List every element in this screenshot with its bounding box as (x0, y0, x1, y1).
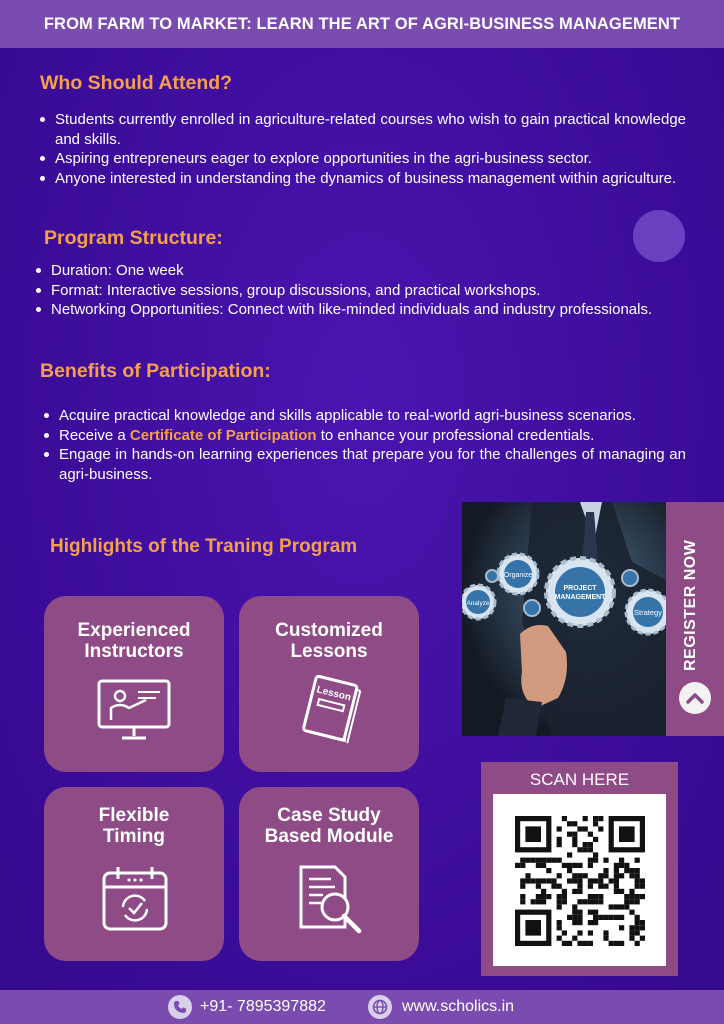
website-link[interactable]: www.scholics.in (402, 998, 515, 1015)
instructor-icon (96, 678, 172, 744)
who-list (38, 110, 686, 188)
who-heading: Who Should Attend? (40, 72, 233, 94)
svg-text:MANAGEMENT: MANAGEMENT (554, 594, 606, 601)
list-item: Anyone interested in understanding the dynamics of business management within agriculture. (38, 169, 686, 189)
scan-label: SCAN HERE (529, 770, 630, 789)
benefit-text-pre: Receive a (59, 426, 130, 444)
benefits-list (42, 406, 686, 484)
benefits-heading: Benefits of Participation: (40, 360, 271, 382)
register-now-button[interactable] (666, 502, 724, 736)
list-item: Format: Interactive sessions, group discussions, and practical workshops. (34, 281, 686, 301)
register-label: REGISTER NOW (682, 539, 699, 671)
svg-text:Analyze: Analyze (466, 600, 490, 607)
globe-icon (368, 995, 392, 1019)
phone-number[interactable]: +91- 7895397882 (200, 998, 326, 1015)
card-title: Flexible Timing (98, 805, 170, 847)
card-customized-lessons (239, 596, 419, 772)
svg-text:Organize: Organize (503, 572, 533, 579)
gear-analyze (462, 585, 495, 619)
gear-organize (498, 554, 538, 594)
card-flexible-timing (44, 787, 224, 961)
highlights-heading: Highlights of the Traning Program (50, 536, 358, 557)
card-title: Customized Lessons (275, 620, 383, 662)
card-title: Experienced Instructors (77, 620, 191, 662)
page-title: FROM FARM TO MARKET: LEARN THE ART OF AGRI-BUSINESS MANAGEMENT (43, 14, 681, 33)
list-item: Aspiring entrepreneurs eager to explore opportunities in the agri-business sector. (38, 149, 686, 169)
program-list (34, 261, 686, 320)
benefit-text-post: to enhance your professional credentials. (316, 426, 595, 444)
list-item: Students currently enrolled in agriculture-related courses who wish to gain practical knowledge and skills. (38, 110, 686, 149)
gear-strategy (626, 590, 670, 634)
business-photo (462, 502, 670, 736)
phone-icon (168, 995, 192, 1019)
list-item: Networking Opportunities: Connect with like-minded individuals and industry professionals. (34, 300, 686, 320)
certificate-highlight: Certificate of Participation (129, 426, 317, 444)
lesson-label: Lesson (315, 684, 353, 704)
decorative-circle (633, 210, 685, 262)
scan-panel (481, 762, 678, 976)
calendar-clock-icon (100, 863, 170, 933)
card-experienced-instructors (44, 596, 224, 772)
svg-text:Strategy: Strategy (634, 608, 662, 617)
header-bar (0, 0, 724, 48)
svg-text:PROJECT: PROJECT (563, 585, 597, 592)
card-title: Case Study Based Module (264, 805, 394, 847)
qr-code-icon[interactable] (493, 794, 666, 966)
gear-project-management (546, 558, 614, 626)
chevron-up-icon[interactable] (679, 682, 711, 714)
list-item: Engage in hands-on learning experiences that prepare you for the challenges of managing an agri-business. (42, 445, 686, 484)
program-heading: Program Structure: (44, 227, 223, 249)
footer-bar (0, 990, 724, 1024)
list-item: Duration: One week (34, 261, 686, 281)
card-case-study-module (239, 787, 419, 961)
list-item: Acquire practical knowledge and skills applicable to real-world agri-business scenarios. (42, 406, 686, 426)
lesson-book-icon (295, 674, 365, 744)
list-item (42, 426, 686, 446)
document-search-icon (295, 863, 369, 937)
